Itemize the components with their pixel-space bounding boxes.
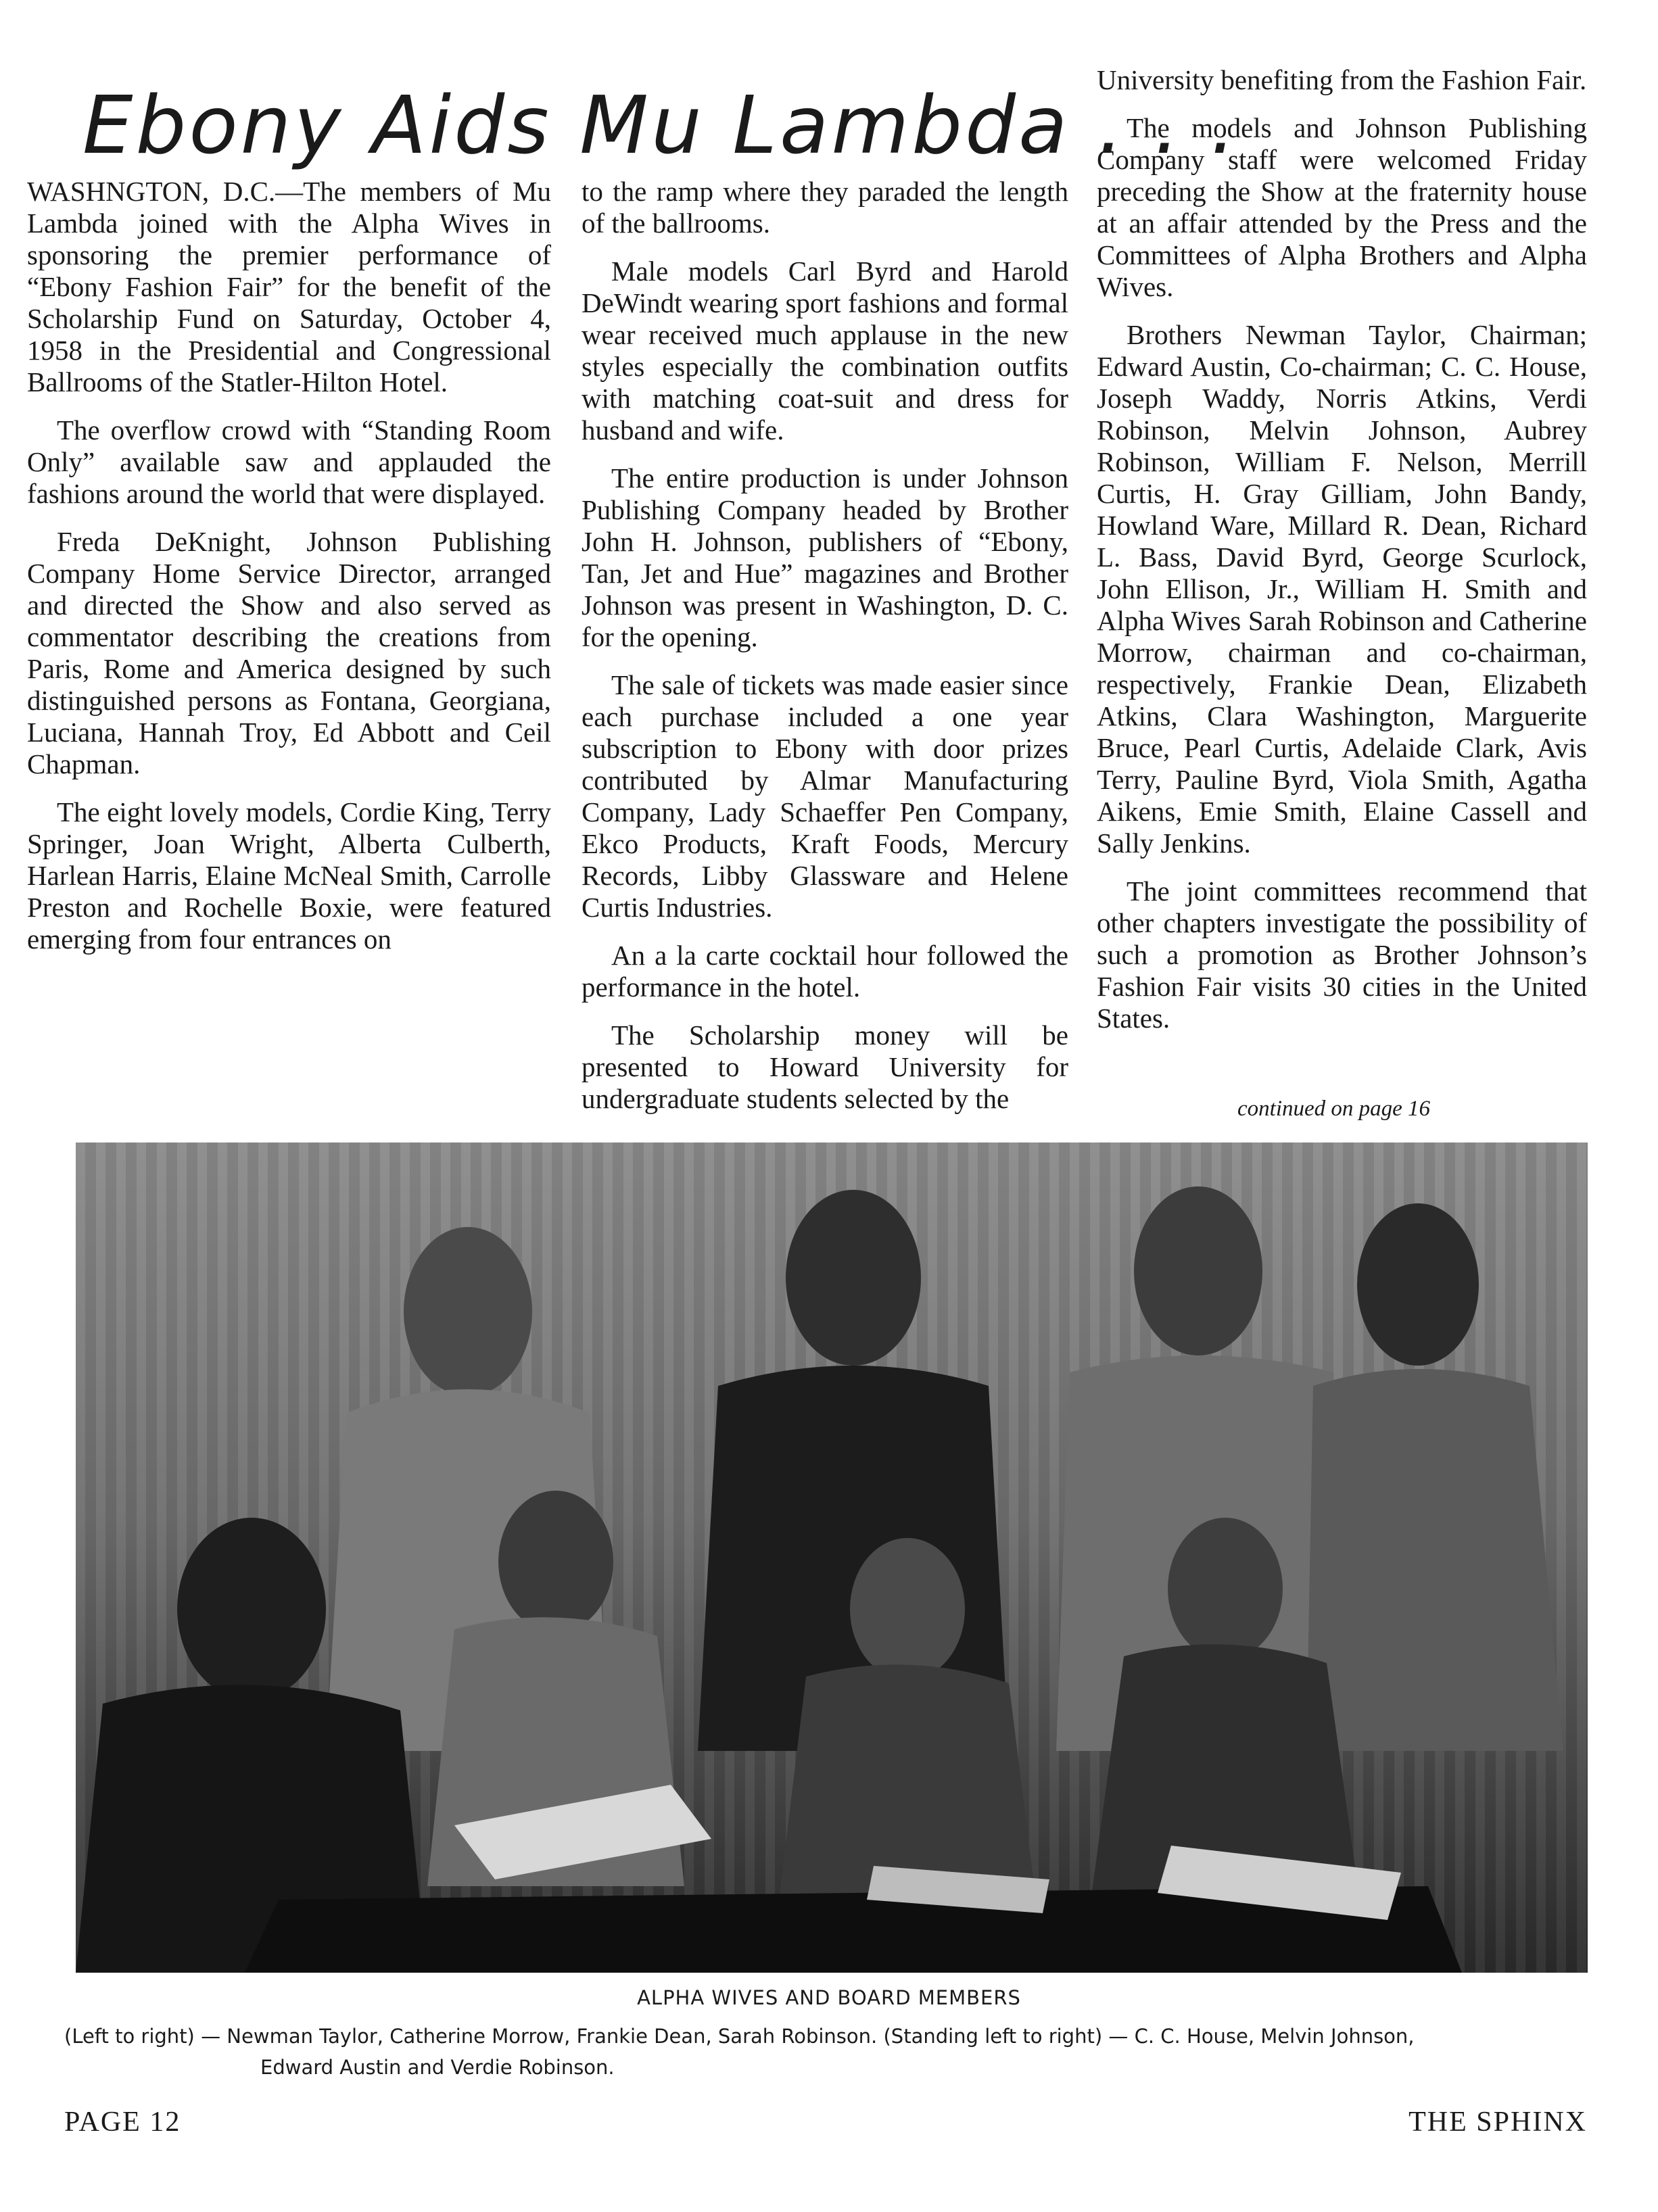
paragraph: An a la carte cocktail hour followed the performance in the hotel. xyxy=(582,940,1068,1003)
group-photograph xyxy=(76,1143,1588,1973)
photo-illustration xyxy=(76,1143,1588,1973)
photo-caption-line-2: Edward Austin and Verdie Robinson. xyxy=(260,2056,615,2079)
paragraph: The Scholarship money will be presented to Howard University for undergraduate students selected by the xyxy=(582,1019,1068,1114)
paragraph: The joint committees recommend that other chapters investigate the possibility of such a promotion as Brother Johnson’s Fashion Fair visits 30 cities in the United States. xyxy=(1097,875,1587,1034)
paragraph: The entire production is under Johnson Publishing Company headed by Brother John H. Johnson, publishers of “Ebony, Tan, Jet and Hue” magazines and Brother Johnson was present in Washington, D. C. for the opening. xyxy=(582,462,1068,652)
paragraph: Male models Carl Byrd and Harold DeWindt wearing sport fashions and formal wear received much applause in the new styles especially the combination outfits with matching coat-suit and dress for husband and wife. xyxy=(582,256,1068,446)
article-headline: Ebony Aids Mu Lambda . . . xyxy=(82,78,1239,172)
continued-note: continued on page 16 xyxy=(1237,1097,1431,1121)
paragraph: The overflow crowd with “Standing Room Only” available saw and applauded the fashions around the world that were displayed. xyxy=(27,414,551,509)
publication-name: THE SPHINX xyxy=(1408,2107,1587,2138)
photo-caption-title: ALPHA WIVES AND BOARD MEMBERS xyxy=(637,1986,1021,2009)
paragraph: Brothers Newman Taylor, Chairman; Edward Austin, Co-chairman; C. C. House, Joseph Waddy, Norris Atkins, Verdi Robinson, Melvin Johnson, Aubrey Robinson, William F. Nelson, Merrill Curtis, H. Gray Gilliam, John Bandy, Howland Ware, Millard R. Dean, Richard L. Bass, David Byrd, George Scurlock, John Ellison, Jr., William H. Smith and Alpha Wives Sarah Robinson and Catherine Morrow, chairman and co-chairman, respectively, Frankie Dean, Elizabeth Atkins, Clara Washington, Marguerite Bruce, Pearl Curtis, Adelaide Clark, Avis Terry, Pauline Byrd, Viola Smith, Agatha Aikens, Emie Smith, Elaine Cassell and Sally Jenkins. xyxy=(1097,319,1587,859)
paragraph: to the ramp where they paraded the length of the ballrooms. xyxy=(582,176,1068,239)
paragraph: WASHNGTON, D.C.—The members of Mu Lambda joined with the Alpha Wives in sponsoring the premier performance of “Ebony Fashion Fair” for the benefit of the Scholarship Fund on Saturday, October 4, 1958 in the Presidential and Congressional Ballrooms of the Statler-Hilton Hotel. xyxy=(27,176,551,398)
paragraph: The eight lovely models, Cordie King, Terry Springer, Joan Wright, Alberta Culberth, Harlean Harris, Elaine McNeal Smith, Carrolle Preston and Rochelle Boxie, were featured emerging from four entrances on xyxy=(27,796,551,955)
paragraph: The sale of tickets was made easier since each purchase included a one year subscription to Ebony with door prizes contributed by Almar Manufacturing Company, Lady Schaeffer Pen Company, Ekco Products, Kraft Foods, Mercury Records, Libby Glassware and Helene Curtis Industries. xyxy=(582,669,1068,923)
page-number: PAGE 12 xyxy=(64,2107,181,2138)
paragraph: University benefiting from the Fashion Fair. xyxy=(1097,64,1587,95)
paragraph: The models and Johnson Publishing Company staff were welcomed Friday preceding the Show at the fraternity house at an affair attended by the Press and the Committees of Alpha Brothers and Alpha Wives. xyxy=(1097,112,1587,302)
article-column-1 xyxy=(27,176,551,971)
article-column-2 xyxy=(582,176,1068,1131)
photo-caption-line-1: (Left to right) — Newman Taylor, Catherine Morrow, Frankie Dean, Sarah Robinson. (Standing left to right) — C. C. House, Melvin Johnson, xyxy=(64,2025,1415,2048)
paragraph: Freda DeKnight, Johnson Publishing Company Home Service Director, arranged and directed the Show and also served as commentator describing the creations from Paris, Rome and America designed by such distinguished persons as Fontana, Georgiana, Luciana, Hannah Troy, Ed Abbott and Ceil Chapman. xyxy=(27,526,551,779)
article-column-3 xyxy=(1097,64,1587,1051)
